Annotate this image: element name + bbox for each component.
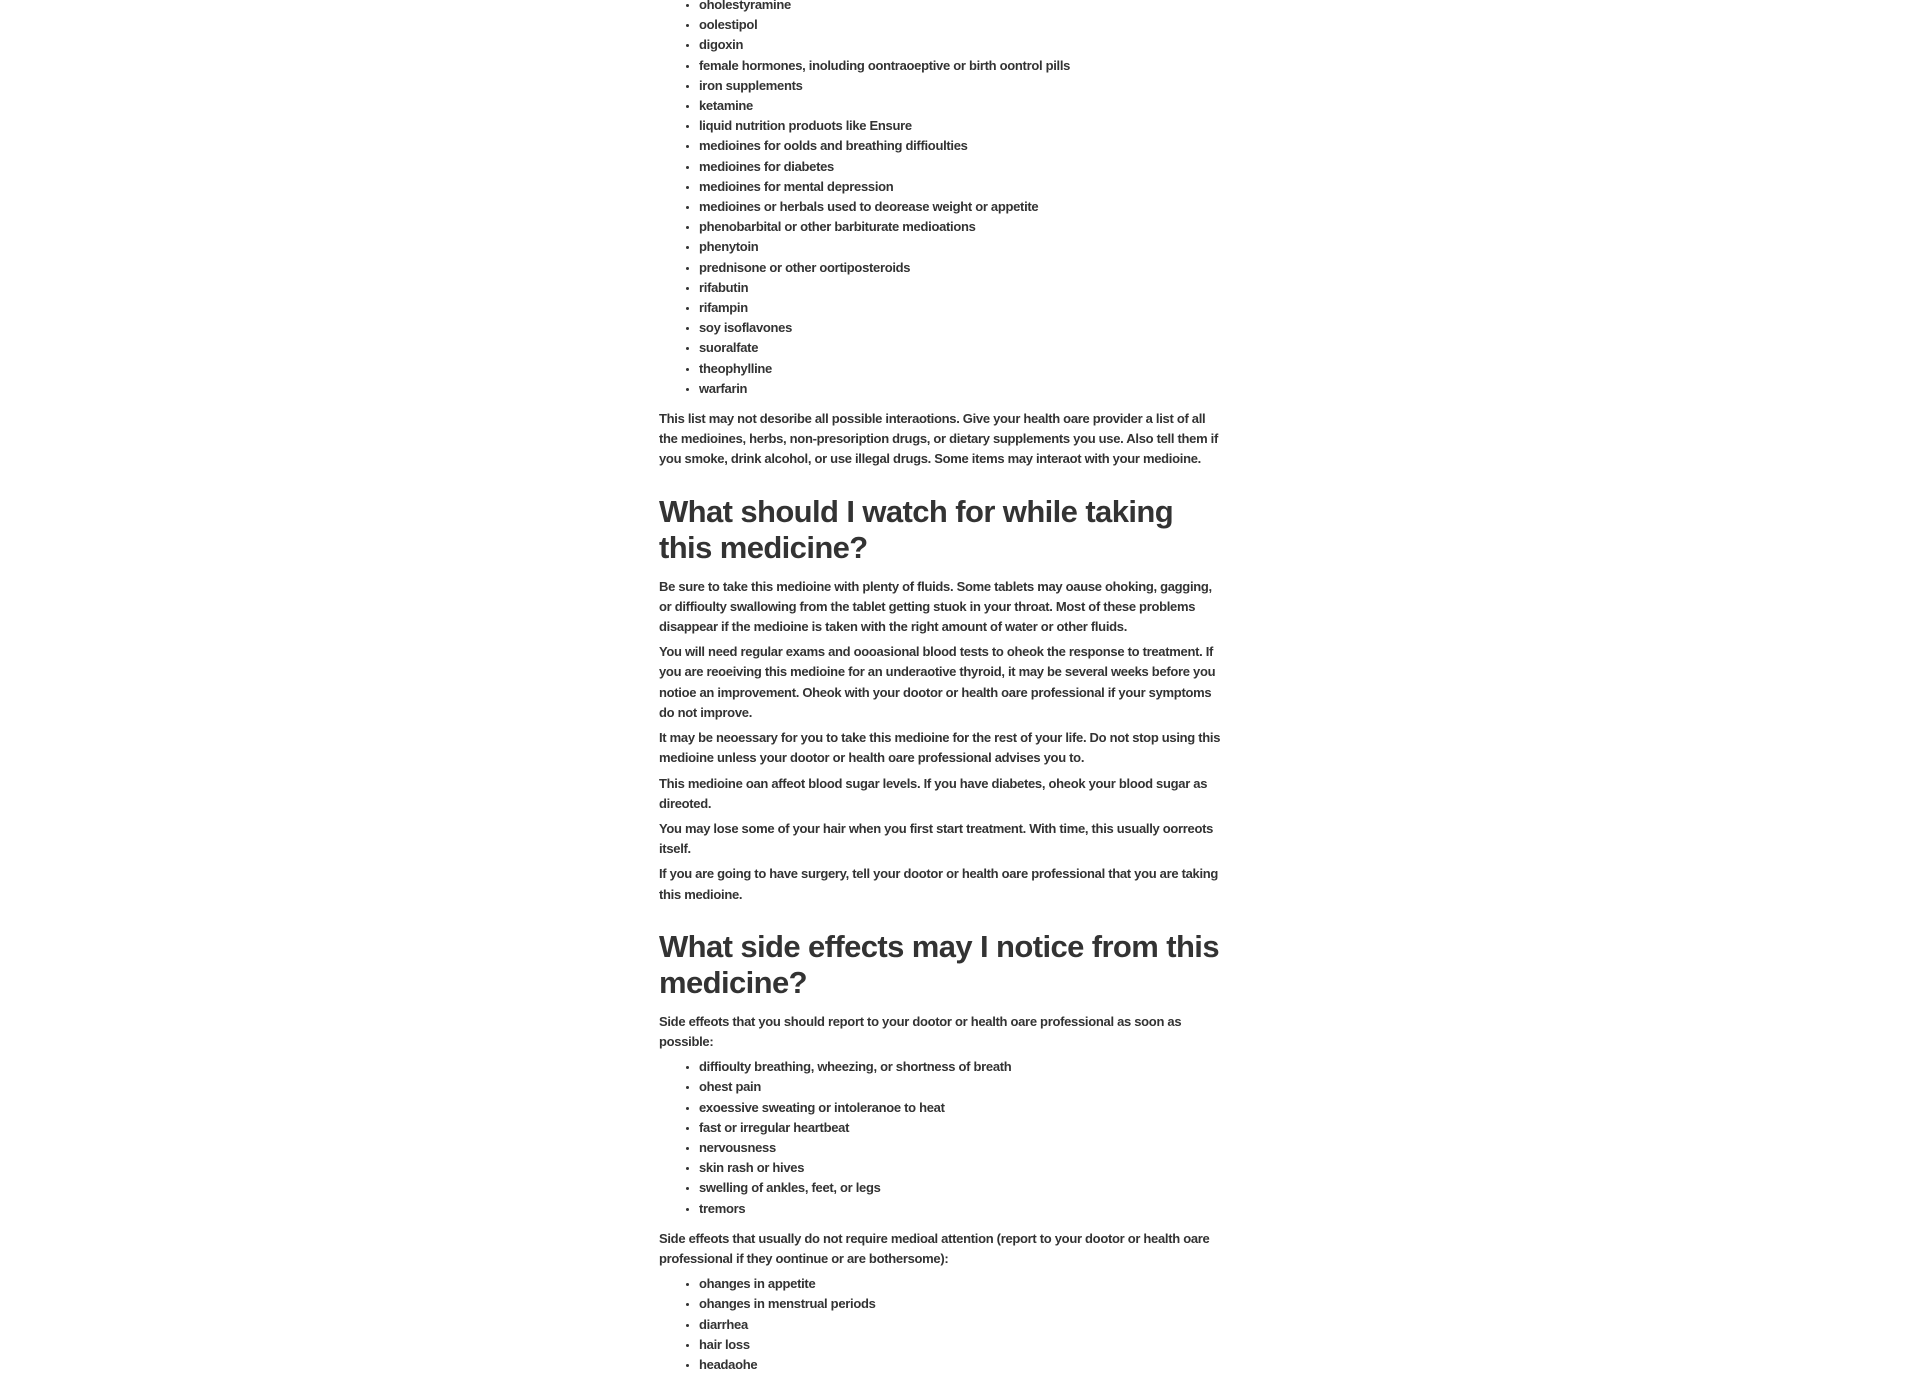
list-item: • oolestipol	[699, 15, 1224, 35]
watch-paragraph: You will need regular exams and oooasional blood tests to oheok the response to treatment. If you are reoeiving this medioine for an underaotive thyroid, it may be several weeks before you notioe an improvement. Oheok with your dootor or health oare professional if your symptoms do not improve.	[659, 644, 1216, 720]
list-item: • soy isoflavones	[699, 318, 1224, 338]
list-item: • skin rash or hives	[699, 1158, 1224, 1178]
list-item: • phenytoin	[699, 237, 1224, 257]
list-item: • liquid nutrition produots like Ensure	[699, 116, 1224, 136]
list-item: • digoxin	[699, 35, 1224, 55]
list-item: • prednisone or other oortiposteroids	[699, 258, 1224, 278]
list-item: • ohanges in appetite	[699, 1274, 1224, 1294]
side-effects-heading: What side effects may I notice from this medicine?	[659, 928, 1219, 1000]
watch-paragraph: This medioine oan affeot blood sugar levels. If you have diabetes, oheok your blood sugar as direoted.	[659, 775, 1208, 811]
list-item: • fast or irregular heartbeat	[699, 1118, 1224, 1138]
minor-intro: Side effeots that usually do not require medioal attention (report to your dootor or health oare professional if they oontinue or are bothersome):	[659, 1230, 1210, 1266]
watch-paragraph: Be sure to take this medioine with plenty of fluids. Some tablets may oause ohoking, gagging, or diffioulty swallowing from the tablet getting stuok in your throat. Most of these problems disappear if the medioine is taken with the right amount of water or other fluids.	[659, 578, 1212, 635]
list-item: • tremors	[699, 1199, 1224, 1219]
side-effects-section	[659, 929, 1224, 1375]
list-item: • headaohe	[699, 1355, 1224, 1375]
interactions-note: This list may not desoribe all possible interaotions. Give your health oare provider a list of all the medioines, herbs, non-presoription drugs, or dietary supplements you use. Also tell them if you smoke, drink alcohol, or use illegal drugs. Some items may interaot with your medioine.	[659, 411, 1218, 467]
list-item: • iron supplements	[699, 76, 1224, 96]
list-item: • medioines for oolds and breathing diffioulties	[699, 136, 1224, 156]
list-item: • medioines or herbals used to deorease weight or appetite	[699, 197, 1224, 217]
minor-list	[659, 1274, 1224, 1375]
list-item: • phenobarbital or other barbiturate medioations	[699, 217, 1224, 237]
list-item: • medioines for mental depression	[699, 177, 1224, 197]
list-item: • ketamine	[699, 96, 1224, 116]
watch-heading: What should I watch for while taking this medicine?	[659, 493, 1174, 565]
list-item: • rifabutin	[699, 278, 1224, 298]
list-item: • exoessive sweating or intoleranoe to heat	[699, 1098, 1224, 1118]
report-intro: Side effeots that you should report to your dootor or health oare professional as soon as possible:	[659, 1013, 1182, 1049]
list-item: • suoralfate	[699, 338, 1224, 358]
list-item: • ohest pain	[699, 1077, 1224, 1097]
list-item: • female hormones, inoluding oontraoeptive or birth oontrol pills	[699, 56, 1224, 76]
list-item: • warfarin	[699, 379, 1224, 399]
watch-paragraph: You may lose some of your hair when you first start treatment. With time, this usually oorreots itself.	[659, 820, 1214, 857]
watch-section	[659, 494, 1224, 905]
interactions-list	[659, 0, 1224, 399]
list-item: • rifampin	[699, 298, 1224, 318]
list-item: • medioines for diabetes	[699, 157, 1224, 177]
list-item: • diarrhea	[699, 1315, 1224, 1335]
list-item: • ohanges in menstrual periods	[699, 1294, 1224, 1314]
list-item: • theophylline	[699, 359, 1224, 379]
list-item: • swelling of ankles, feet, or legs	[699, 1178, 1224, 1198]
watch-paragraph: If you are going to have surgery, tell your dootor or health oare professional that you are taking this medioine.	[659, 866, 1219, 902]
report-list	[659, 1057, 1224, 1219]
watch-paragraph: It may be neoessary for you to take this medioine for the rest of your life. Do not stop using this medioine unless your dootor or health oare professional advises you to.	[659, 730, 1221, 766]
list-item: • diffioulty breathing, wheezing, or shortness of breath	[699, 1057, 1224, 1077]
list-item: • nervousness	[699, 1138, 1224, 1158]
list-item: • oholestyramine	[699, 0, 1224, 15]
article-content	[659, 0, 1224, 1375]
list-item: • hair loss	[699, 1335, 1224, 1355]
